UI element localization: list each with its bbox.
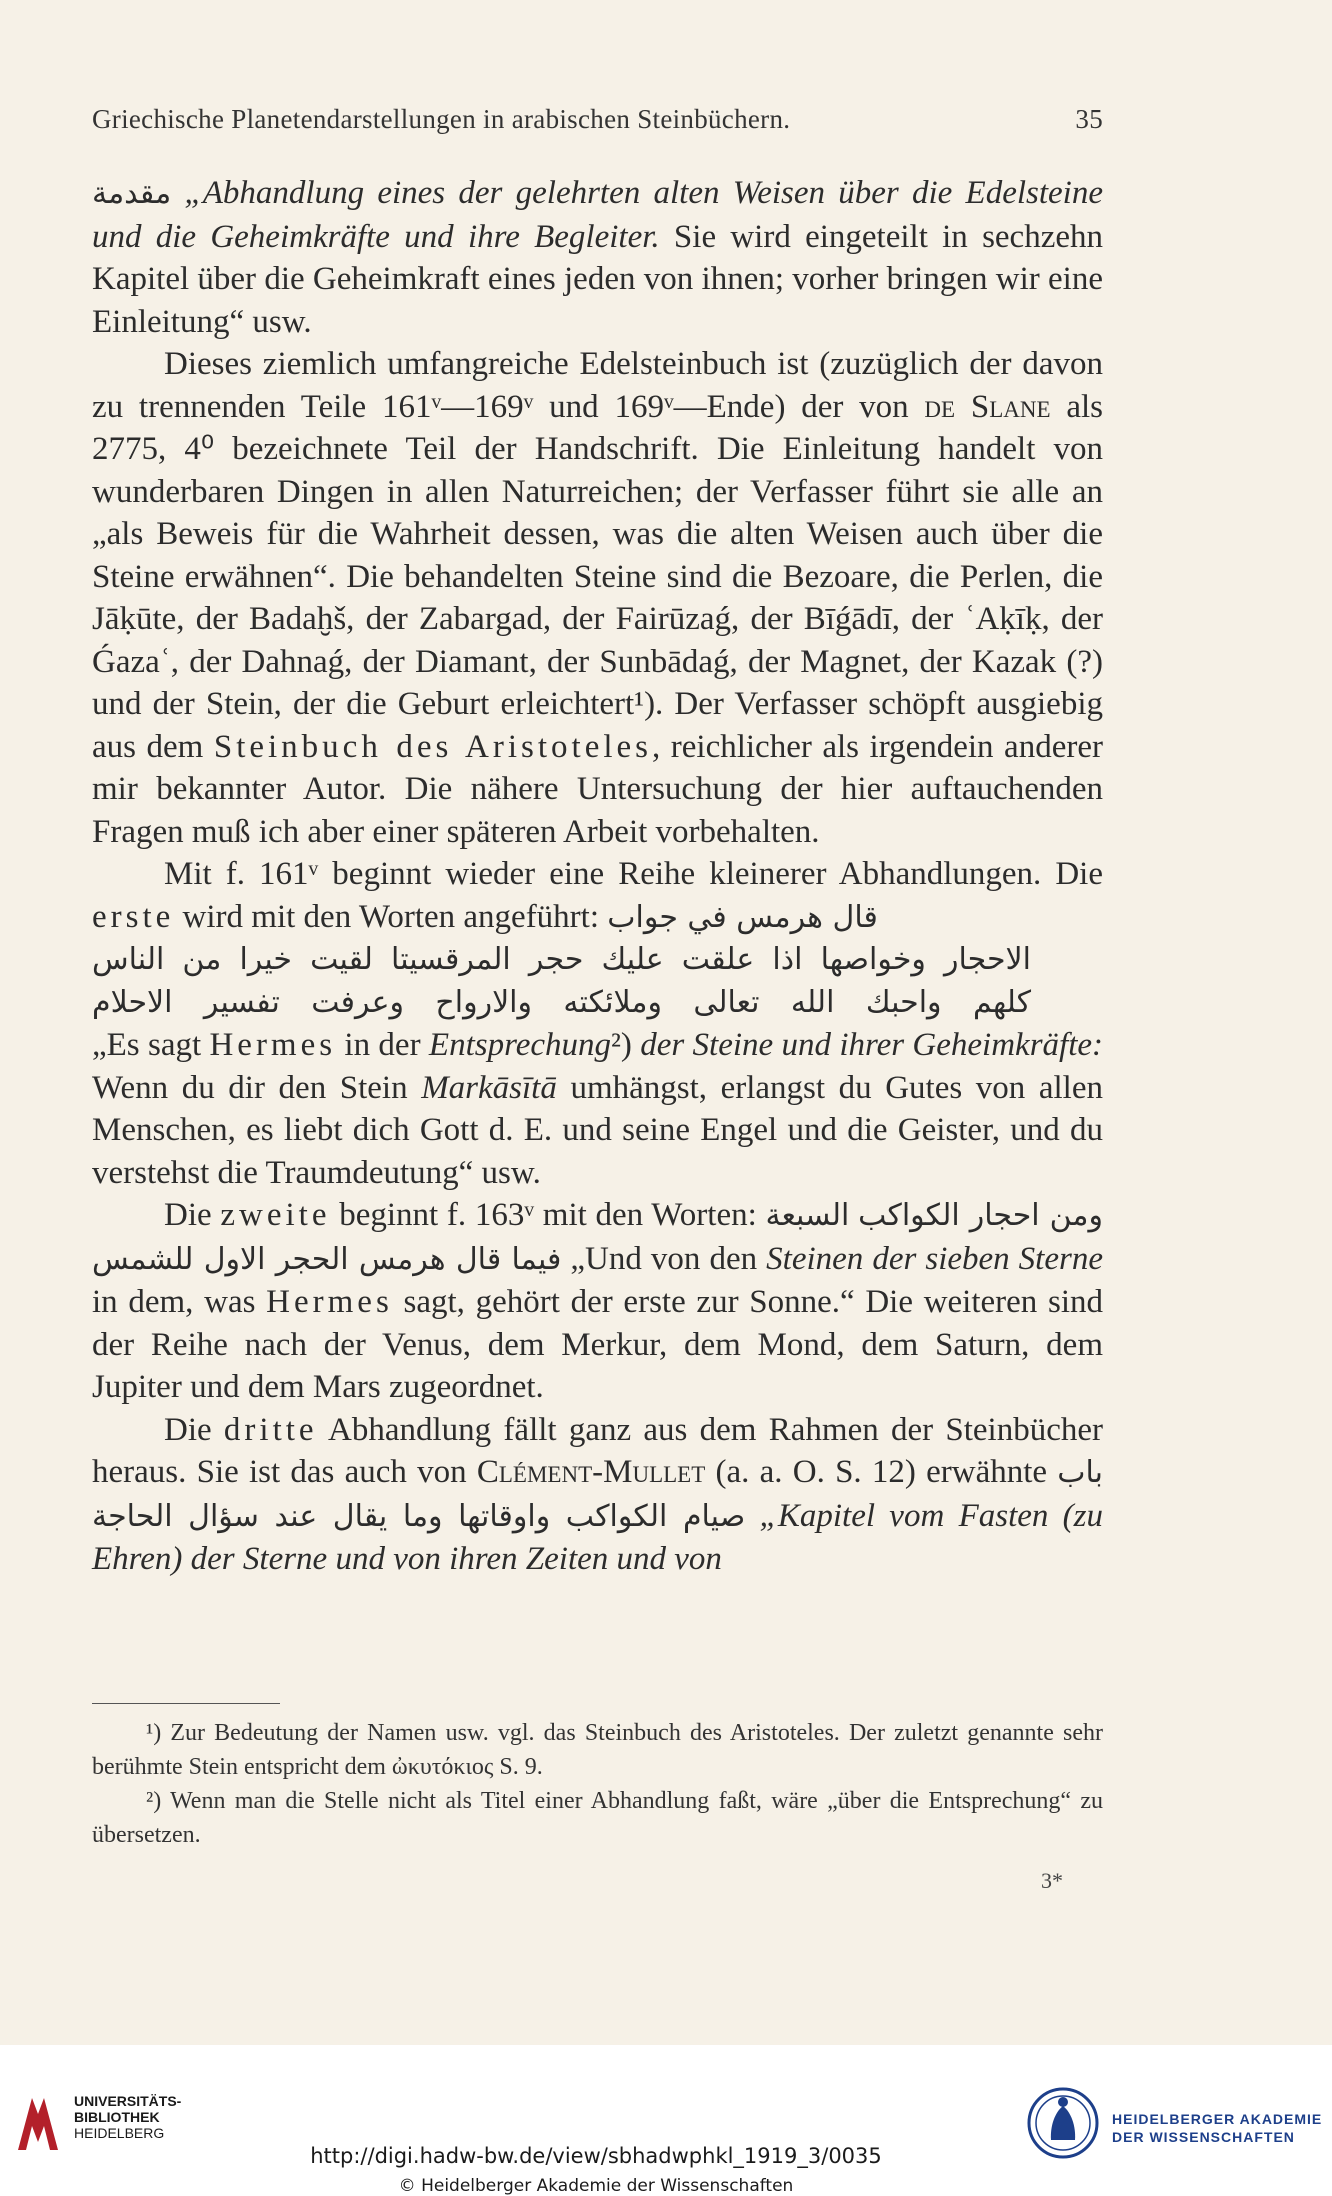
academy-seal-icon — [1026, 2082, 1100, 2164]
italic-quote: „Kapitel vom Fasten (zu Ehren) der Sterne und von ihren Zeiten und von — [92, 1497, 1103, 1577]
page-number: 35 — [1075, 104, 1103, 134]
paragraph-text: als 2775, 4⁰ bezeichnete Teil der Handschrift. Die Einleitung handelt von wunderbaren Dingen in allen Naturreichen; der Verfasser führt sie alle an „als Beweis für die Wahrheit dessen, was die alten Weisen auch über die Steine erwähnen“. Die behandelten Steine sind die Bezoare, die Perlen, die Jāḳūte, der Badaḫš, der Zabargad, der Fairūzaǵ, der Bīǵādī, der ʿAḳīḳ, der Ǵazaʿ, der Dahnaǵ, der Diamant, der Sunbādaǵ, der Magnet, der Kazak (?) und der Stein, der die Geburt erleichtert¹). Der Verfasser schöpft ausgiebig aus dem — [92, 388, 1103, 765]
author-name: de Slane — [924, 388, 1051, 425]
italic-quote: Steinen der sieben Sterne — [766, 1240, 1103, 1277]
arabic-quote: ومن احجار الكواكب — [858, 1198, 1103, 1233]
spaced-word: erste — [92, 898, 175, 935]
paragraph-text: in dem, was — [92, 1284, 267, 1320]
paragraph-text: in der — [336, 1027, 429, 1063]
paragraph-text: , reichlicher als irgendein anderer mir bekannter Autor. Die nähere Untersuchung der hier auftauchenden Fragen muß ich aber einer späteren Arbeit vorbehalten. — [92, 728, 1103, 850]
paragraph-text: (a. a. O. S. 12) erwähnte — [705, 1454, 1058, 1490]
arabic-term: مقدمة — [92, 176, 172, 211]
paragraph-3 — [92, 853, 1103, 1194]
paragraph-text: wird mit den Worten angeführt: — [174, 898, 608, 935]
university-library-logo-text — [74, 2093, 181, 2141]
spaced-word: dritte — [223, 1411, 318, 1448]
paragraph-text: Wenn du dir den Stein — [92, 1069, 422, 1106]
paragraph-text: „Es sagt — [92, 1027, 210, 1063]
ub-line-2: BIBLIOTHEK — [74, 2109, 160, 2125]
paragraph-1 — [92, 172, 1103, 343]
italic-quote: „Abhandlung eines der gelehrten alten Weisen über die Edelsteine und die Geheimkräfte und ihre Begleiter. — [92, 175, 1103, 255]
hadw-line-1: HEIDELBERGER AKADEMIE — [1112, 2111, 1323, 2127]
footnote-1: ¹) Zur Bedeutung der Namen usw. vgl. das Steinbuch des Aristoteles. Der zuletzt genannte sehr berühmte Stein entspricht dem ὠκυτόκιος S. 9. — [92, 1720, 1103, 1780]
spaced-name: Hermes — [209, 1027, 337, 1063]
footnote-rule — [92, 1703, 280, 1704]
author-name: Clément-Mullet — [476, 1454, 706, 1490]
paragraph-5 — [92, 1409, 1103, 1581]
arabic-quote-line: الاحجار وخواصها اذا علقت عليك حجر المرقسيتا لقيت خيرا من الناس — [92, 942, 1031, 977]
italic-term: Entsprechung — [428, 1027, 611, 1063]
signature-mark: 3* — [1041, 1868, 1063, 1893]
spaced-word: zweite — [220, 1197, 331, 1233]
academy-logo-text — [1112, 2110, 1322, 2146]
hadw-line-2: DER WISSENSCHAFTEN — [1112, 2129, 1295, 2145]
paragraph-text: Die — [164, 1411, 224, 1448]
paragraph-text: „Und von den — [561, 1240, 767, 1277]
university-library-seal-icon — [14, 2092, 62, 2154]
italic-term: Markāsītā — [421, 1069, 557, 1106]
spaced-title: Steinbuch des Aristoteles — [213, 728, 652, 765]
running-head-title: Griechische Planetendarstellungen in arabischen Steinbüchern. — [92, 104, 791, 134]
italic-quote: der Steine und ihrer Geheimkräfte: — [631, 1027, 1104, 1063]
ub-line-3: HEIDELBERG — [74, 2125, 165, 2141]
arabic-quote: السبعة فيما قال هرمس الحجر الاول للشمس — [92, 1198, 850, 1277]
spaced-name: Hermes — [266, 1284, 393, 1320]
paragraph-text: Dieses ziemlich umfangreiche Edelsteinbuch ist (zuzüglich der davon zu trennenden Teile 161ᵛ—169ᵛ und 169ᵛ—Ende) der von — [92, 346, 1103, 425]
paragraph-text: Abhandlung fällt ganz aus dem Rahmen der Steinbücher heraus. Sie ist das auch von — [92, 1411, 1103, 1490]
footnote-2: ²) Wenn man die Stelle nicht als Titel einer Abhandlung faßt, wäre „über die Entsprechung“ zu übersetzen. — [92, 1788, 1103, 1848]
arabic-quote-line: كلهم واحبك الله تعالى وملائكته والارواح وعرفت تفسير الاحلام — [92, 984, 1031, 1020]
footnote-ref: ²) — [611, 1027, 632, 1063]
paragraph-text: umhängst, erlangst du Gutes von allen Menschen, es liebt dich Gott d. E. und seine Engel und die Geister, und du verstehst die Traumdeutung“ usw. — [92, 1069, 1103, 1191]
body-text — [92, 172, 1103, 1581]
paragraph-4 — [92, 1194, 1103, 1409]
arabic-quote: باب صيام الكواكب واوقاتها وما يقال عند سؤال الحاجة — [92, 1455, 1104, 1534]
arabic-quote: قال هرمس في جواب — [607, 899, 878, 935]
paragraph-text: beginnt f. 163ᵛ mit den Worten: — [330, 1197, 766, 1233]
paragraph-text: Die — [164, 1197, 221, 1233]
paragraph-2 — [92, 343, 1103, 853]
permalink-url[interactable]: http://digi.hadw-bw.de/view/sbhadwphkl_1919_3/0035 — [310, 2144, 882, 2168]
paragraph-text: Mit f. 161ᵛ beginnt wieder eine Reihe kleinerer Abhandlungen. Die — [164, 856, 1103, 892]
paragraph-text: Sie wird eingeteilt in sechzehn Kapitel über die Geheimkraft eines jeden von ihnen; vorher bringen wir eine Einleitung“ usw. — [92, 218, 1103, 340]
ub-line-1: UNIVERSITÄTS- — [74, 2093, 182, 2109]
paragraph-text: sagt, gehört der erste zur Sonne.“ Die weiteren sind der Reihe nach der Venus, dem Merkur, dem Mond, dem Saturn, dem Jupiter und dem Mars zugeordnet. — [92, 1284, 1103, 1405]
running-head — [92, 104, 1103, 135]
copyright-notice: © Heidelberger Akademie der Wissenschaften — [398, 2176, 794, 2196]
footnotes — [92, 1716, 1103, 1852]
